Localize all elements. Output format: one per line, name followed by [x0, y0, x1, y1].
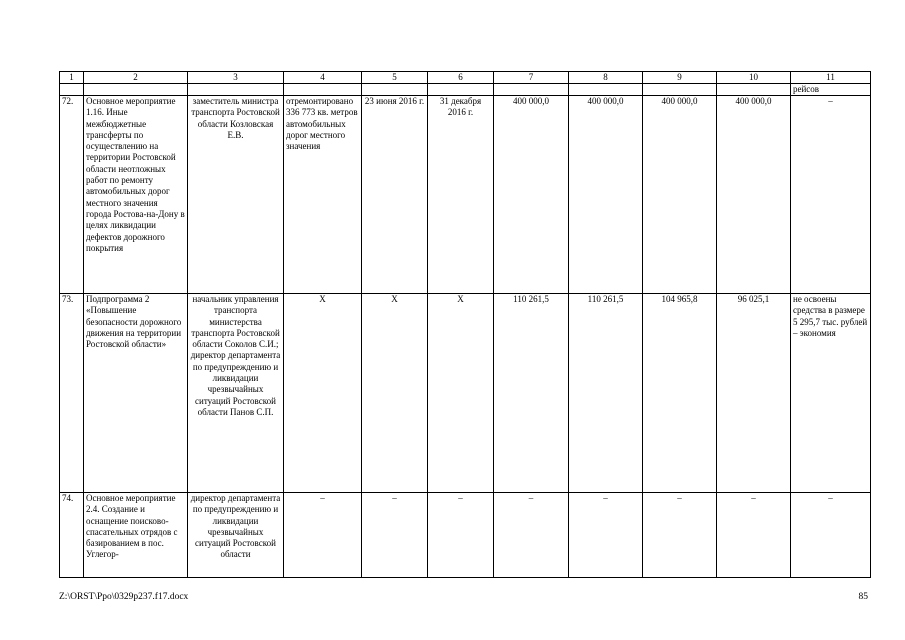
- amount-col9: 400 000,0: [643, 96, 717, 294]
- column-number: 10: [717, 72, 791, 84]
- carry-over-cell: [188, 84, 284, 96]
- carry-over-cell: [428, 84, 494, 96]
- carry-over-cell: [569, 84, 643, 96]
- responsible-person: заместитель министра транспорта Ростовской области Козловская Е.В.: [188, 96, 284, 294]
- column-number: 5: [362, 72, 428, 84]
- amount-col9: –: [643, 493, 717, 578]
- row-number: 74.: [60, 493, 84, 578]
- end-date: –: [428, 493, 494, 578]
- activity-name: Основное мероприятие 2.4. Создание и оснащение поисково-спасательных отрядов с базированием в пос. Углегор-: [84, 493, 188, 578]
- report-table: [59, 71, 871, 578]
- result-description: отремонтировано 336 773 кв. метров автомобильных дорог местного значения: [284, 96, 362, 294]
- column-number: 1: [60, 72, 84, 84]
- start-date: X: [362, 294, 428, 493]
- amount-col10: –: [717, 493, 791, 578]
- carry-over-cell: [60, 84, 84, 96]
- column-number: 2: [84, 72, 188, 84]
- column-number: 4: [284, 72, 362, 84]
- result-description: –: [284, 493, 362, 578]
- table-row: [60, 294, 871, 493]
- column-number: 8: [569, 72, 643, 84]
- end-date: 31 декабря 2016 г.: [428, 96, 494, 294]
- amount-col8: 110 261,5: [569, 294, 643, 493]
- carry-over-cell: [362, 84, 428, 96]
- amount-col7: –: [494, 493, 569, 578]
- carry-over-cell: [717, 84, 791, 96]
- column-number: 11: [791, 72, 871, 84]
- page-number: 85: [858, 592, 868, 602]
- carry-over-cell: [284, 84, 362, 96]
- table-row: [60, 96, 871, 294]
- responsible-person: директор департамента по предупреждению и ликвидации чрезвычайных ситуаций Ростовской области: [188, 493, 284, 578]
- column-number: 6: [428, 72, 494, 84]
- amount-col8: 400 000,0: [569, 96, 643, 294]
- amount-col8: –: [569, 493, 643, 578]
- amount-col9: 104 965,8: [643, 294, 717, 493]
- file-path: Z:\ORST\Ppo\0329p237.f17.docx: [59, 592, 189, 602]
- column-number: 9: [643, 72, 717, 84]
- start-date: –: [362, 493, 428, 578]
- responsible-person: начальник управления транспорта министерства транспорта Ростовской области Соколов С.И.; директор департамента по предупреждению и ликвидации чрезвычайных ситуаций Ростовской области Панов С.П.: [188, 294, 284, 493]
- amount-col10: 96 025,1: [717, 294, 791, 493]
- row-number: 73.: [60, 294, 84, 493]
- result-description: X: [284, 294, 362, 493]
- column-number: 7: [494, 72, 569, 84]
- carry-over-cell: [84, 84, 188, 96]
- note-cell: не освоены средства в размере 5 295,7 тыс. рублей – экономия: [791, 294, 871, 493]
- column-number: 3: [188, 72, 284, 84]
- end-date: X: [428, 294, 494, 493]
- start-date: 23 июня 2016 г.: [362, 96, 428, 294]
- amount-col7: 110 261,5: [494, 294, 569, 493]
- carry-over-cell: [643, 84, 717, 96]
- carry-over-row: [60, 84, 871, 96]
- carry-over-cell: рейсов: [791, 84, 871, 96]
- activity-name: Основное мероприятие 1.16. Иные межбюджетные трансферты по осуществлению на территории Ростовской области неотложных работ по ремонту автомобильных дорог местного значения города Ростова-на-Дону в целях ликвидации дефектов дорожного покрытия: [84, 96, 188, 294]
- activity-name: Подпрограмма 2 «Повышение безопасности дорожного движения на территории Ростовской области»: [84, 294, 188, 493]
- table-row: [60, 493, 871, 578]
- row-number: 72.: [60, 96, 84, 294]
- amount-col10: 400 000,0: [717, 96, 791, 294]
- amount-col7: 400 000,0: [494, 96, 569, 294]
- carry-over-cell: [494, 84, 569, 96]
- column-number-row: [60, 72, 871, 84]
- note-cell: –: [791, 96, 871, 294]
- note-cell: –: [791, 493, 871, 578]
